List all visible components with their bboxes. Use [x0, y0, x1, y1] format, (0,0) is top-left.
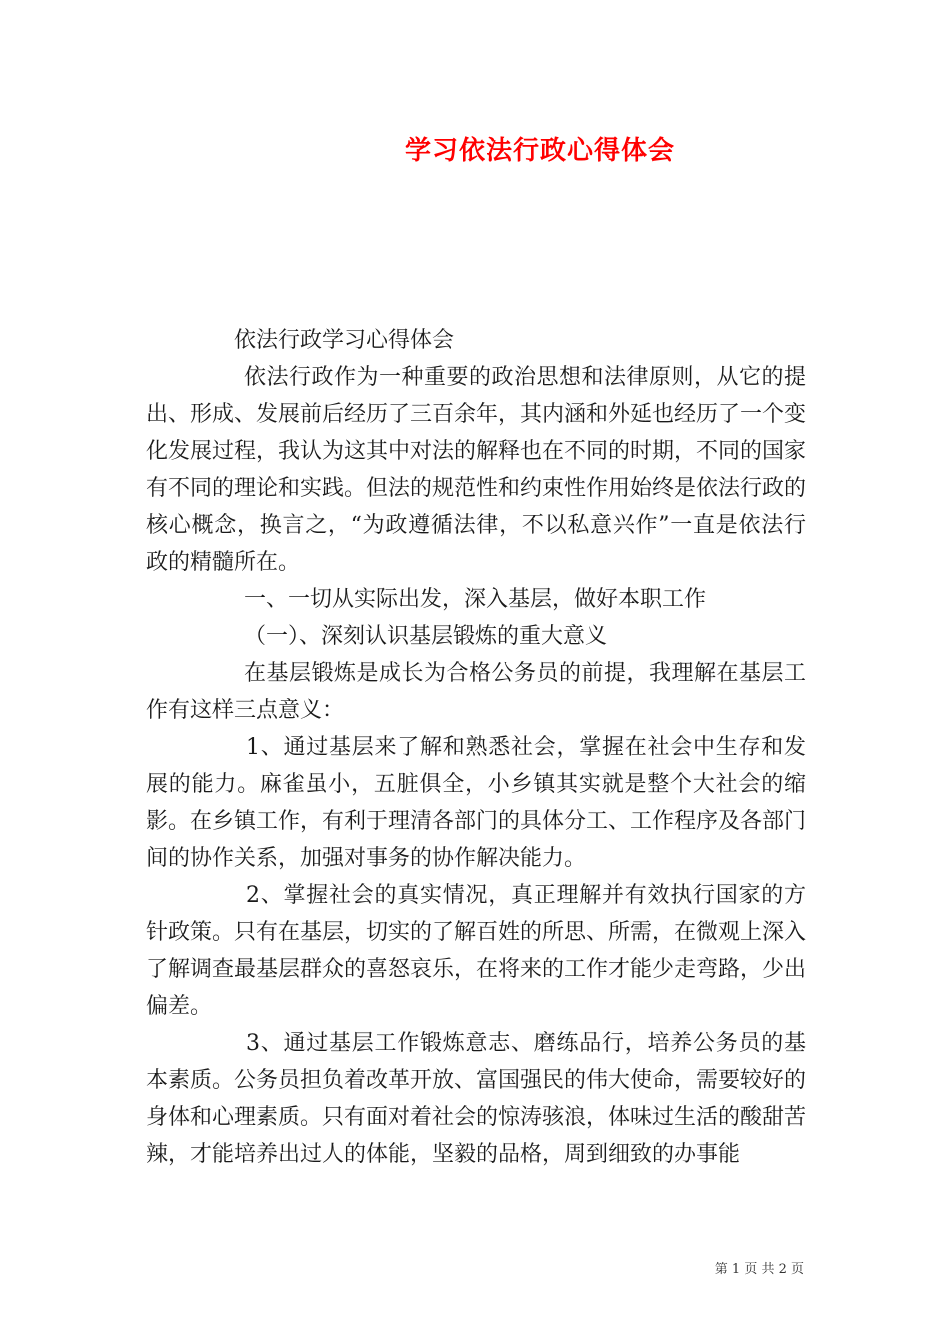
- document-title: 学习依法行政心得体会: [404, 136, 675, 166]
- paragraph-point-3: 3、通过基层工作锻炼意志、磨练品行，培养公务员的基本素质。公务员担负着改革开放、富国强民的伟大使命，需要较好的身体和心理素质。只有面对着社会的惊涛骇浪，体味过生活的酸甜苦辣，才能培养出过人的体能，坚毅的品格，周到细致的办事能: [146, 1031, 807, 1167]
- subsection-heading: （一）、深刻认识基层锻炼的重大意义: [244, 624, 608, 649]
- paragraph-point-2: 2、掌握社会的真实情况，真正理解并有效执行国家的方针政策。只有在基层，切实的了解百姓的所思、所需，在微观上深入了解调查最基层群众的喜怒哀乐，在将来的工作才能少走弯路，少出偏差。: [146, 883, 807, 1019]
- paragraph-significance: 在基层锻炼是成长为合格公务员的前提，我理解在基层工作有这样三点意义：: [146, 661, 806, 723]
- document-subtitle: 依法行政学习心得体会: [234, 328, 455, 353]
- section-heading: 一、一切从实际出发，深入基层，做好本职工作: [244, 587, 707, 612]
- paragraph-intro: 依法行政作为一种重要的政治思想和法律原则，从它的提出、形成、发展前后经历了三百余年，其内涵和外延也经历了一个变化发展过程，我认为这其中对法的解释也在不同的时期，不同的国家有不同的理论和实践。但法的规范性和约束性作用始终是依法行政的核心概念，换言之，“为政遵循法律，不以私意兴作”一直是依法行政的精髓所在。: [146, 365, 807, 575]
- document-body: [146, 322, 806, 1173]
- page-footer: 第 1 页 共 2 页: [714, 1262, 804, 1277]
- paragraph-point-1: 1、通过基层来了解和熟悉社会，掌握在社会中生存和发展的能力。麻雀虽小，五脏俱全，小乡镇其实就是整个大社会的缩影。在乡镇工作，有利于理清各部门的具体分工、工作程序及各部门间的协作关系，加强对事务的协作解决能力。: [146, 735, 807, 871]
